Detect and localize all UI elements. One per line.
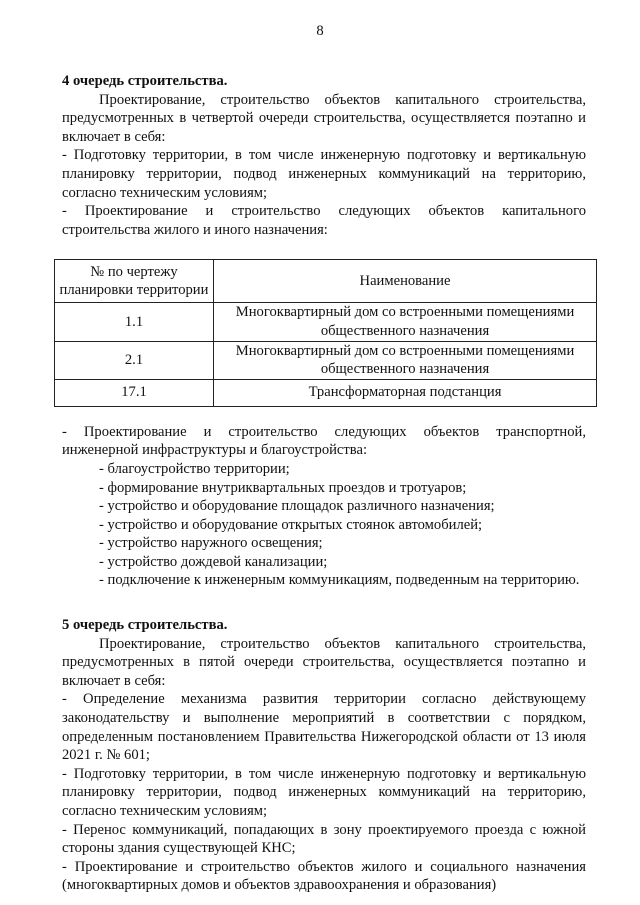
section-5-item-1: - Определение механизма развития территории согласно действующему законодательству и выполнение мероприятий в соответствии с порядком, определенным постановлением Правительства Нижегородской области от 13 июля 2021 г. № 601; bbox=[62, 691, 586, 764]
list-item: - формирование внутриквартальных проездов и тротуаров; bbox=[99, 479, 467, 496]
table-cell-number: 1.1 bbox=[55, 303, 214, 341]
table-cell-name: Многоквартирный дом со встроенными помещениями общественного назначения bbox=[214, 303, 597, 341]
section-5-heading: 5 очередь строительства. bbox=[62, 617, 228, 634]
section-4-heading: 4 очередь строительства. bbox=[62, 73, 228, 89]
section-4-intro: Проектирование, строительство объектов капитального строительства, предусмотренных в четвертой очереди строительства, осуществляется поэтапно и включает в себя: bbox=[62, 91, 586, 145]
table-cell-name: Многоквартирный дом со встроенными помещениями общественного назначения bbox=[214, 341, 597, 379]
list-item: - благоустройство территории; bbox=[99, 460, 290, 477]
document-body bbox=[59, 72, 586, 895]
table-cell-name: Трансформаторная подстанция bbox=[214, 379, 597, 406]
section-4-infra-intro: - Проектирование и строительство следующих объектов транспортной, инженерной инфраструктуры и благоустройства: bbox=[62, 423, 586, 459]
table-row bbox=[55, 341, 597, 379]
objects-table bbox=[54, 259, 597, 406]
section-5-item-3: - Перенос коммуникаций, попадающих в зону проектируемого проезда с южной стороны здания существующей КНС; bbox=[62, 821, 586, 857]
table-row bbox=[55, 379, 597, 406]
section-5-item-2: - Подготовку территории, в том числе инженерную подготовку и вертикальную планировку территории, подвод инженерных коммуникаций на территорию, согласно техническим условиям; bbox=[62, 765, 586, 819]
section-4-item-2: - Проектирование и строительство следующих объектов капитального строительства жилого и иного назначения: bbox=[62, 203, 586, 238]
table-header-row bbox=[55, 260, 597, 303]
table-cell-number: 17.1 bbox=[55, 379, 214, 406]
page-number: 8 bbox=[316, 23, 324, 39]
infra-list bbox=[62, 460, 586, 590]
table-cell-number: 2.1 bbox=[55, 341, 214, 379]
list-item: - подключение к инженерным коммуникациям, подведенным на территорию. bbox=[99, 572, 580, 589]
section-spacer bbox=[62, 590, 586, 616]
list-item: - устройство и оборудование площадок различного назначения; bbox=[99, 498, 495, 515]
list-item: - устройство наружного освещения; bbox=[99, 535, 323, 552]
section-5-item-4: - Проектирование и строительство объектов жилого и социального назначения (многоквартирных домов и объектов здравоохранения и образования) bbox=[62, 858, 586, 894]
list-item: - устройство и оборудование открытых стоянок автомобилей; bbox=[99, 516, 483, 533]
table-header-number: № по чертежу планировки территории bbox=[55, 260, 214, 303]
table-header-name: Наименование bbox=[214, 260, 597, 303]
table-row bbox=[55, 303, 597, 341]
list-item: - устройство дождевой канализации; bbox=[99, 553, 328, 570]
section-4-item-1: - Подготовку территории, в том числе инженерную подготовку и вертикальную планировку территории, подвод инженерных коммуникаций на территорию, согласно техническим условиям; bbox=[62, 147, 586, 201]
section-5-intro: Проектирование, строительство объектов капитального строительства, предусмотренных в пятой очереди строительства, осуществляется поэтапно и включает в себя: bbox=[62, 635, 586, 689]
